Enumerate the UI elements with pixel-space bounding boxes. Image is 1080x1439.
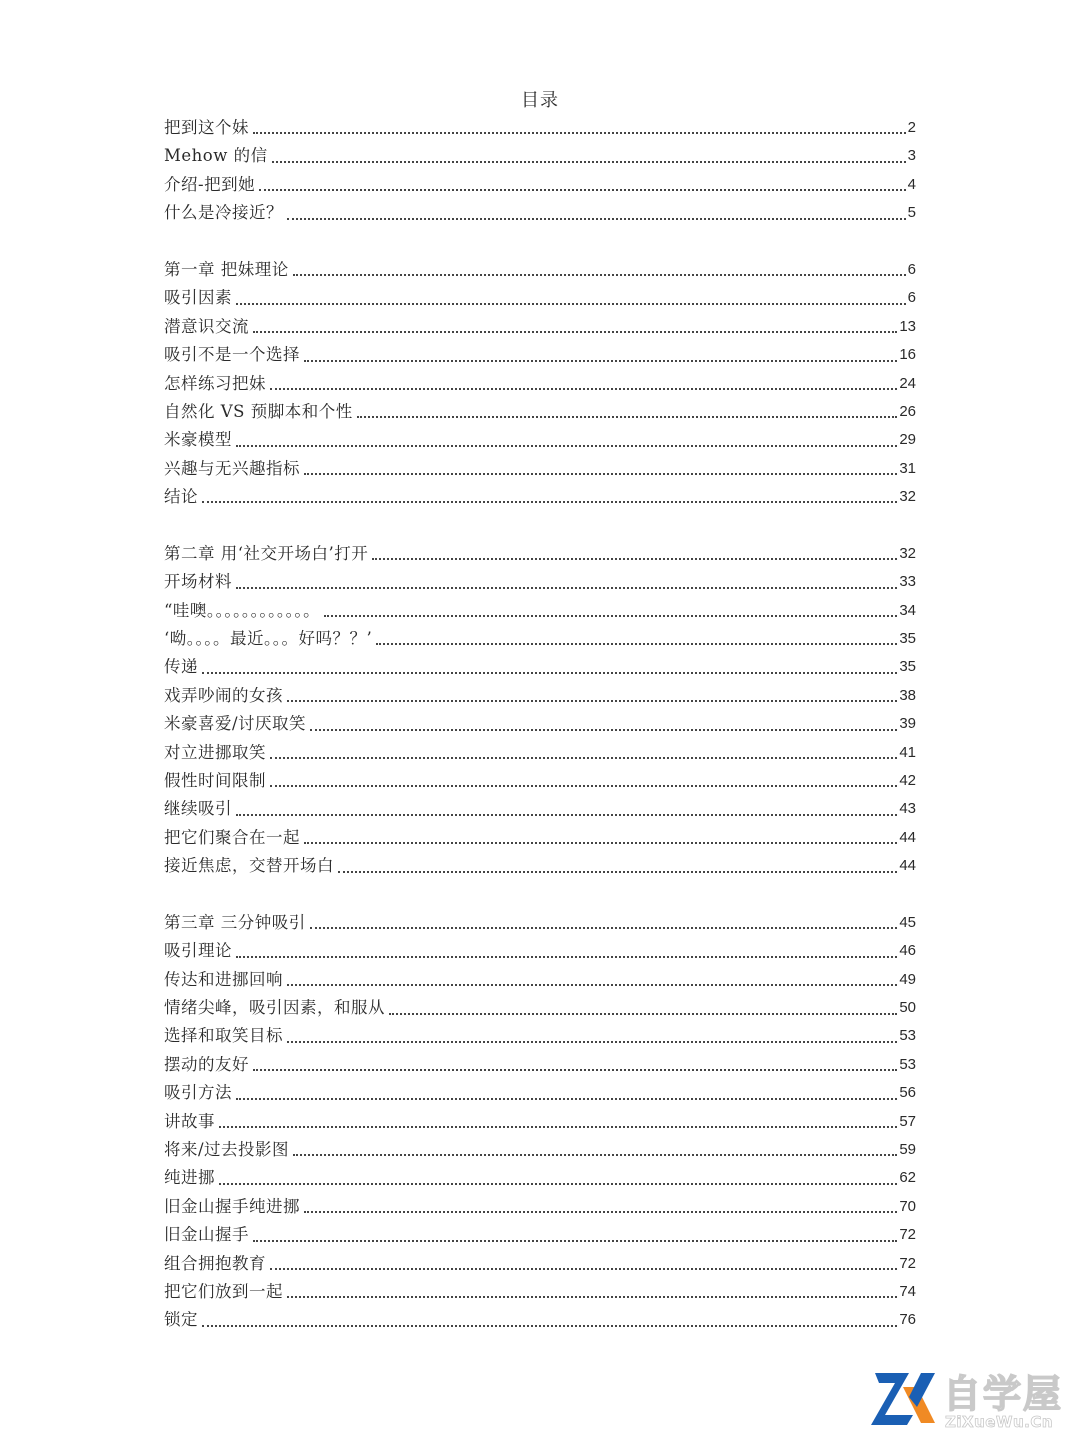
toc-entry-page-number: 62: [899, 1169, 916, 1187]
dot-leader: [310, 728, 897, 731]
toc-entry-page-number: 33: [899, 573, 916, 591]
toc-entry-page-number: 56: [899, 1084, 916, 1102]
toc-entry-page-number: 38: [899, 686, 916, 704]
toc-entry-page-number: 32: [899, 488, 916, 506]
toc-entry-page-number: 35: [899, 630, 916, 648]
toc-entry-label: 选择和取笑目标: [164, 1026, 283, 1046]
toc-entry-page-number: 42: [899, 771, 916, 789]
dot-leader: [270, 756, 897, 759]
toc-entry-label: 介绍-把到她: [164, 174, 256, 194]
toc-entry[interactable]: [164, 1193, 916, 1221]
dot-leader: [253, 1068, 897, 1071]
toc-entry[interactable]: [164, 937, 916, 965]
toc-entry-label: 旧金山握手纯进挪: [164, 1196, 300, 1216]
toc-entry-page-number: 26: [899, 402, 916, 420]
toc-entry-page-number: 24: [899, 374, 916, 392]
dot-leader: [304, 359, 897, 362]
toc-entry-label: 假性时间限制: [164, 770, 266, 790]
toc-entry-label: 组合拥抱教育: [164, 1253, 266, 1273]
dot-leader: [287, 1295, 897, 1298]
toc-entry[interactable]: [164, 284, 916, 312]
toc-entry[interactable]: [164, 966, 916, 994]
toc-entry-page-number: 53: [899, 1027, 916, 1045]
section-spacer: [164, 881, 916, 909]
dot-leader: [236, 586, 897, 589]
dot-leader: [287, 1040, 897, 1043]
dot-leader: [270, 1267, 897, 1270]
toc-entry-page-number: 76: [899, 1311, 916, 1329]
toc-entry-label: 第二章 用‘社交开场白’打开: [164, 543, 369, 563]
toc-entry-label: 开场材料: [164, 572, 232, 592]
toc-entry-page-number: 44: [899, 828, 916, 846]
toc-entry-page-number: 35: [899, 658, 916, 676]
toc-entry[interactable]: [164, 341, 916, 369]
toc-entry[interactable]: [164, 114, 916, 142]
toc-entry-page-number: 44: [899, 857, 916, 875]
toc-entry-label: 锁定: [164, 1310, 198, 1330]
toc-entry-page-number: 49: [899, 970, 916, 988]
section-spacer: [164, 511, 916, 539]
dot-leader: [253, 330, 897, 333]
toc-entry-label: 将来/过去投影图: [164, 1140, 290, 1160]
toc-entry[interactable]: [164, 171, 916, 199]
toc-entry-label: 对立进挪取笑: [164, 742, 266, 762]
toc-entry[interactable]: [164, 653, 916, 681]
toc-entry-page-number: 53: [899, 1055, 916, 1073]
toc-entry[interactable]: [164, 256, 916, 284]
toc-entry-page-number: 6: [907, 289, 916, 307]
dot-leader: [310, 926, 898, 929]
toc-entry[interactable]: [164, 824, 916, 852]
toc-entry-page-number: 6: [907, 260, 916, 278]
toc-entry-page-number: 45: [899, 913, 916, 931]
dot-leader: [253, 131, 906, 134]
dot-leader: [357, 415, 898, 418]
toc-entry-label: 旧金山握手: [164, 1225, 249, 1245]
toc-entry[interactable]: [164, 994, 916, 1022]
toc-entry-label: 吸引因素: [164, 288, 232, 308]
toc-entry-label: 潜意识交流: [164, 316, 249, 336]
toc-entry-page-number: 34: [899, 601, 916, 619]
toc-entry-label: 兴趣与无兴趣指标: [164, 458, 300, 478]
dot-leader: [293, 273, 906, 276]
toc-entry-page-number: 43: [899, 800, 916, 818]
dot-leader: [236, 813, 897, 816]
toc-entry[interactable]: [164, 1250, 916, 1278]
toc-entry-label: 把到这个妹: [164, 117, 249, 137]
watermark: [869, 1363, 1074, 1435]
dot-leader: [304, 1210, 897, 1213]
toc-entry-label: Mehow 的信: [164, 146, 268, 166]
toc-entry-page-number: 2: [907, 118, 916, 136]
dot-leader: [219, 1182, 897, 1185]
toc-entry-page-number: 74: [899, 1283, 916, 1300]
toc-entry-label: 吸引不是一个选择: [164, 345, 300, 365]
dot-leader: [372, 557, 897, 560]
toc-entry[interactable]: [164, 1164, 916, 1192]
toc-entry[interactable]: [164, 597, 916, 625]
toc-entry-page-number: 72: [899, 1254, 916, 1272]
toc-entry-page-number: 32: [899, 544, 916, 562]
toc-entry[interactable]: [164, 1079, 916, 1107]
toc-entry[interactable]: [164, 1136, 916, 1164]
dot-leader: [202, 1324, 897, 1327]
toc-entry-label: 自然化 VS 预脚本和个性: [164, 401, 353, 421]
dot-leader: [293, 1153, 897, 1156]
toc-entry[interactable]: [164, 426, 916, 454]
toc-entry-label: 第三章 三分钟吸引: [164, 912, 306, 932]
toc-entry-page-number: 3: [907, 147, 916, 165]
toc-entry[interactable]: [164, 142, 916, 170]
watermark-text: 自学屋: [943, 1372, 1064, 1416]
dot-leader: [236, 955, 897, 958]
toc-entry[interactable]: [164, 199, 916, 227]
dot-leader: [236, 444, 897, 447]
toc-entry-label: 传递: [164, 657, 198, 677]
toc-entry[interactable]: [164, 568, 916, 596]
toc-entry[interactable]: [164, 483, 916, 511]
zx-logo-icon: [869, 1367, 937, 1427]
toc-entry[interactable]: [164, 1023, 916, 1051]
toc-entry[interactable]: [164, 852, 916, 880]
table-of-contents: [164, 114, 916, 1335]
dot-leader: [287, 983, 897, 986]
dot-leader: [287, 217, 906, 220]
toc-entry-page-number: 70: [899, 1197, 916, 1215]
toc-entry-page-number: 41: [899, 743, 916, 761]
toc-entry[interactable]: [164, 625, 916, 653]
dot-leader: [219, 1125, 897, 1128]
toc-entry[interactable]: [164, 682, 916, 710]
dot-leader: [376, 642, 897, 645]
toc-entry-page-number: 5: [907, 204, 916, 222]
toc-entry[interactable]: [164, 1306, 916, 1334]
watermark-subtext: ZiXueWu.Cn: [945, 1413, 1054, 1431]
dot-leader: [304, 841, 897, 844]
toc-entry-label: 第一章 把妹理论: [164, 259, 289, 279]
toc-entry-label: “哇噢。。。。。。。。。。。。: [164, 600, 321, 620]
section-spacer: [164, 228, 916, 256]
toc-entry-label: 摆动的友好: [164, 1054, 249, 1074]
toc-entry-label: 吸引理论: [164, 941, 232, 961]
toc-entry-label: 结论: [164, 487, 198, 507]
page-title: 目录: [521, 90, 559, 111]
dot-leader: [287, 699, 897, 702]
toc-entry[interactable]: [164, 767, 916, 795]
toc-entry[interactable]: [164, 370, 916, 398]
toc-entry-page-number: 31: [899, 459, 916, 477]
toc-entry-label: ‘呦。。。。最近。。。好吗？？’: [164, 629, 373, 649]
toc-entry-page-number: 29: [899, 431, 916, 449]
toc-entry[interactable]: [164, 1051, 916, 1079]
dot-leader: [259, 188, 906, 191]
toc-entry-label: 吸引方法: [164, 1083, 232, 1103]
toc-entry-page-number: 59: [899, 1141, 916, 1159]
toc-entry-page-number: 46: [899, 942, 916, 960]
toc-entry-page-number: 39: [899, 715, 916, 733]
toc-entry-page-number: 57: [899, 1112, 916, 1130]
toc-entry[interactable]: [164, 1108, 916, 1136]
toc-entry-page-number: 4: [907, 175, 916, 193]
toc-entry-label: 讲故事: [164, 1111, 215, 1131]
toc-entry-label: 米豪模型: [164, 430, 232, 450]
toc-entry-label: 接近焦虑，交替开场白: [164, 856, 334, 876]
dot-leader: [304, 472, 897, 475]
toc-entry[interactable]: [164, 795, 916, 823]
toc-entry-label: 情绪尖峰，吸引因素，和服从: [164, 998, 385, 1018]
toc-entry-label: 什么是冷接近？: [164, 203, 283, 223]
dot-leader: [272, 160, 906, 163]
toc-entry[interactable]: [164, 313, 916, 341]
toc-entry[interactable]: [164, 455, 916, 483]
toc-entry-page-number: 16: [899, 346, 916, 364]
toc-entry[interactable]: [164, 1278, 916, 1306]
toc-entry-label: 传达和进挪回响: [164, 969, 283, 989]
toc-entry-label: 怎样练习把妹: [164, 373, 266, 393]
toc-entry-label: 米豪喜爱/讨厌取笑: [164, 714, 307, 734]
dot-leader: [236, 302, 906, 305]
dot-leader: [324, 614, 897, 617]
dot-leader: [270, 784, 897, 787]
dot-leader: [202, 500, 897, 503]
toc-entry-page-number: 13: [899, 317, 916, 335]
dot-leader: [338, 870, 897, 873]
dot-leader: [253, 1239, 897, 1242]
toc-entry-label: 纯进挪: [164, 1168, 215, 1188]
dot-leader: [270, 387, 897, 390]
dot-leader: [202, 671, 897, 674]
toc-entry-label: 继续吸引: [164, 799, 232, 819]
toc-entry-label: 把它们聚合在一起: [164, 827, 300, 847]
toc-entry[interactable]: [164, 540, 916, 568]
toc-entry[interactable]: [164, 739, 916, 767]
toc-entry-page-number: 72: [899, 1226, 916, 1244]
toc-entry-page-number: 50: [899, 999, 916, 1017]
toc-entry[interactable]: [164, 909, 916, 937]
toc-entry-label: 把它们放到一起: [164, 1282, 283, 1301]
dot-leader: [389, 1012, 897, 1015]
dot-leader: [236, 1097, 897, 1100]
toc-entry[interactable]: [164, 710, 916, 738]
toc-entry[interactable]: [164, 398, 916, 426]
toc-entry[interactable]: [164, 1221, 916, 1249]
toc-entry-label: 戏弄吵闹的女孩: [164, 685, 283, 705]
